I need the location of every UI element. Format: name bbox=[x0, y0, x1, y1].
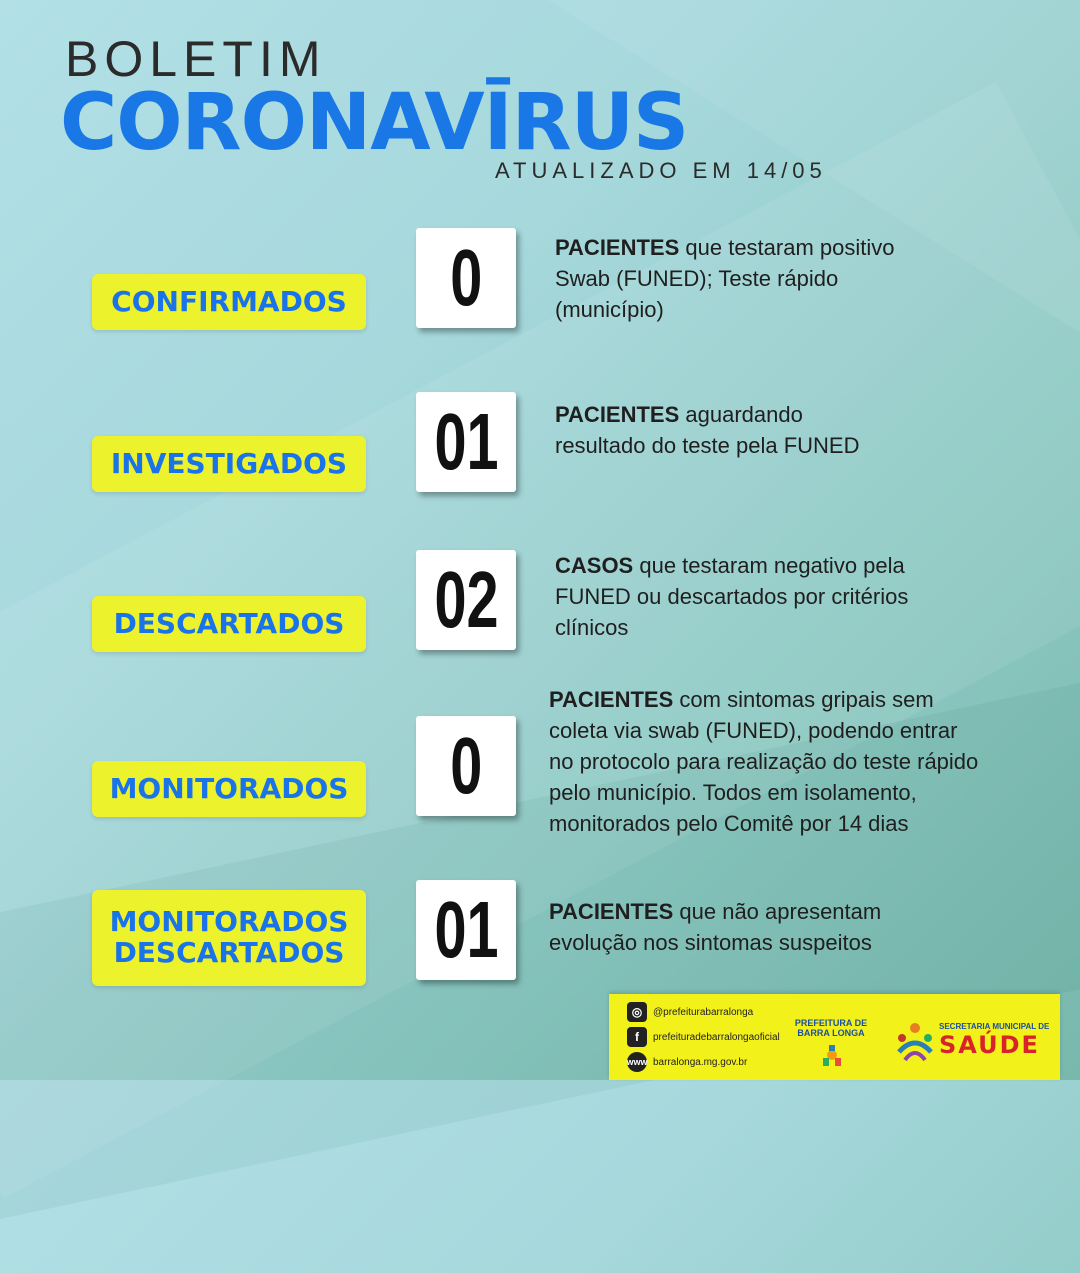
instagram-icon: ◎ bbox=[627, 1002, 647, 1022]
updated-date: ATUALIZADO EM 14/05 bbox=[495, 158, 827, 183]
desc-monitorados-descartados: PACIENTES que não apresentam evolução nos sintomas suspeitos bbox=[549, 899, 882, 955]
desc-confirmados: PACIENTES que testaram positivo Swab (FUNED); Teste rápido (município) bbox=[555, 235, 895, 322]
desc-descartados: CASOS que testaram negativo pela FUNED ou descartados por critérios clínicos bbox=[555, 553, 909, 640]
prefeitura-logo-text: PREFEITURA DE BARRA LONGA bbox=[794, 1018, 868, 1038]
facebook-link[interactable]: f prefeituradebarralongaoficial bbox=[627, 1027, 780, 1047]
label-monitorados: MONITORADOS bbox=[92, 761, 366, 817]
web-icon: www bbox=[627, 1052, 647, 1072]
website-link[interactable]: www barralonga.mg.gov.br bbox=[627, 1052, 747, 1072]
saude-text: SAÚDE bbox=[939, 1031, 1040, 1059]
title-boletim: BOLETIM bbox=[65, 31, 327, 87]
secretaria-text: SECRETARIA MUNICIPAL DE bbox=[939, 1022, 1050, 1031]
label-descartados: DESCARTADOS bbox=[92, 596, 366, 652]
label-monitorados-descartados: MONITORADOS DESCARTADOS bbox=[92, 890, 366, 986]
count-monitorados-descartados: 01 bbox=[416, 880, 516, 980]
prefeitura-logo-icon bbox=[819, 1042, 845, 1068]
count-monitorados: 0 bbox=[416, 716, 516, 816]
count-descartados: 02 bbox=[416, 550, 516, 650]
footer-bar bbox=[609, 994, 1060, 1080]
count-investigados: 01 bbox=[416, 392, 516, 492]
saude-logo-icon bbox=[891, 1018, 939, 1066]
label-confirmados: CONFIRMADOS bbox=[92, 274, 366, 330]
title-coronavirus: CORONAVĪRUS bbox=[60, 78, 689, 168]
desc-monitorados: PACIENTES com sintomas gripais sem coleta via swab (FUNED), podendo entrar no protocolo para realização do teste rápido pelo município. Todos em isolamento, monitorados pelo Comitê por 14 dias bbox=[549, 687, 979, 836]
desc-investigados: PACIENTES aguardando resultado do teste pela FUNED bbox=[555, 402, 860, 458]
facebook-icon: f bbox=[627, 1027, 647, 1047]
count-confirmados: 0 bbox=[416, 228, 516, 328]
instagram-link[interactable]: ◎ @prefeiturabarralonga bbox=[627, 1002, 753, 1022]
label-investigados: INVESTIGADOS bbox=[92, 436, 366, 492]
